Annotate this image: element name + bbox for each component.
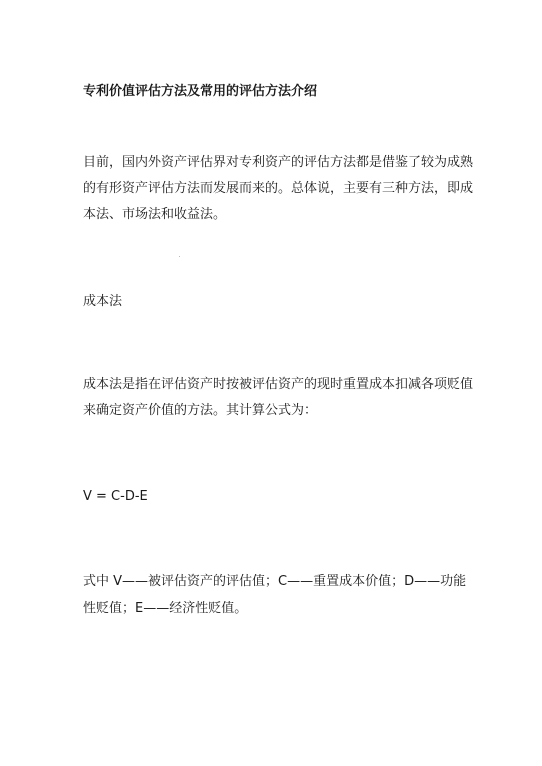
section-heading: 成本法 bbox=[83, 294, 123, 309]
cost-method-paragraph: 成本法是指在评估资产时按被评估资产的现时重置成本扣减各项贬值来确定资产价值的方法。其计算公式为： bbox=[83, 377, 474, 418]
intro-paragraph: 目前，国内外资产评估界对专利资产的评估方法都是借鉴了较为成熟的有形资产评估方法而发展而来的。总体说，主要有三种方法，即成本法、市场法和收益法。 bbox=[83, 155, 474, 222]
speck-mark bbox=[179, 256, 180, 257]
document-title: 专利价值评估方法及常用的评估方法介绍 bbox=[83, 84, 318, 99]
formula-explanation: 式中 V——被评估资产的评估值；C——重置成本价值；D——功能性贬值；E——经济性贬值。 bbox=[83, 574, 467, 616]
formula-line: V = C-D-E bbox=[83, 489, 148, 504]
